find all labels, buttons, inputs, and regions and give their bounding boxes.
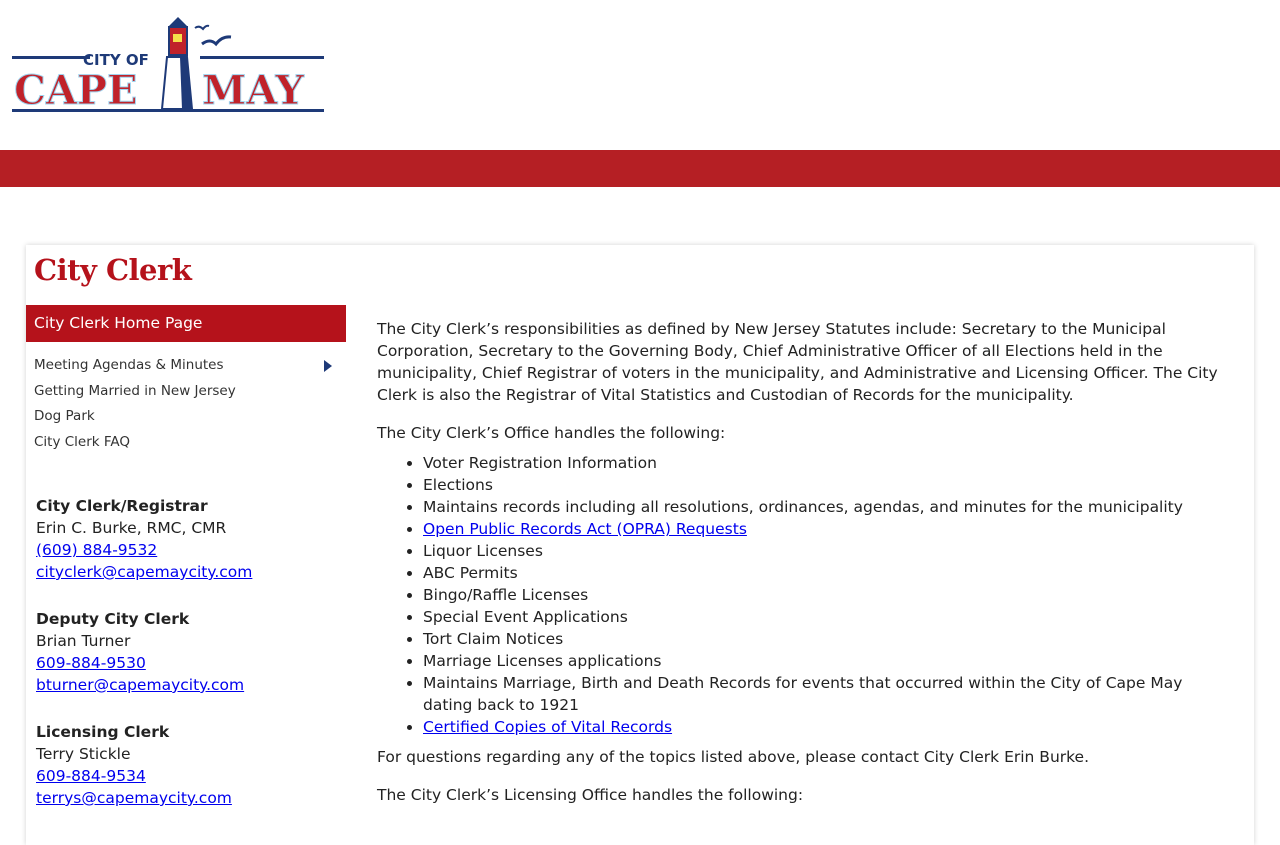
list-item: • Maintains records including all resolutions, ordinances, agendas, and minutes for the municipality [423,496,1222,518]
contact-city-clerk: City Clerk/Registrar Erin C. Burke, RMC, CMR (609) 884-9532 cityclerk@capemaycity.com [36,497,253,581]
handles-heading: The City Clerk’s Office handles the following: [377,424,726,442]
contact-licensing-clerk: Licensing Clerk Terry Stickle 609-884-9534 terrys@capemaycity.com [36,723,232,807]
sidebar-home-link[interactable]: City Clerk Home Page [26,305,346,342]
svg-text:MAY: MAY [202,67,304,114]
list-item: • Maintains Marriage, Birth and Death Records for events that occurred within the City of Cape May dating back to 1921 [423,672,1222,716]
list-item: • Elections [423,474,1222,496]
phone-link[interactable]: 609-884-9530 [36,654,146,672]
content-card [26,245,1254,845]
contact-deputy-clerk: Deputy City Clerk Brian Turner 609-884-9530 bturner@capemaycity.com [36,610,245,694]
email-link[interactable]: bturner@capemaycity.com [36,676,245,694]
list-link[interactable]: Certified Copies of Vital Records [423,718,673,736]
phone-link[interactable]: (609) 884-9532 [36,541,158,559]
list-item: • Voter Registration Information [423,452,1222,474]
sidebar [26,305,346,834]
svg-text:CAPE: CAPE [14,67,138,114]
email-link[interactable]: terrys@capemaycity.com [36,789,232,807]
duties-list [377,452,1222,738]
svg-text:CITY OF: CITY OF [83,51,149,69]
list-item: • Bingo/Raffle Licenses [423,584,1222,606]
list-item: • Liquor Licenses [423,540,1222,562]
sidebar-item-faq[interactable]: City Clerk FAQ [34,433,131,450]
list-item [423,716,1222,738]
list-item: • Special Event Applications [423,606,1222,628]
list-item [423,518,1222,540]
list-item: • ABC Permits [423,562,1222,584]
phone-link[interactable]: 609-884-9534 [36,767,146,785]
questions-paragraph: For questions regarding any of the topics listed above, please contact City Clerk Erin Burke. [377,748,1090,766]
caret-right-icon[interactable] [324,360,332,372]
intro-paragraph: The City Clerk’s responsibilities as defined by New Jersey Statutes include: Secretary to the Municipal Corporation, Secretary to the Governing Body, Chief Administrative Officer of all Elections held in the municipality, Chief Registrar of voters in the municipality, and Administrative and Licensing Officer. The City Clerk is also the Registrar of Vital Statistics and Custodian of Records for the municipality. [377,320,1218,404]
site-header [0,0,1280,150]
email-link[interactable]: cityclerk@capemaycity.com [36,563,253,581]
list-item: • Tort Claim Notices [423,628,1222,650]
main-content [377,318,1222,822]
city-of-cape-may-logo[interactable] [12,12,326,116]
contacts [26,495,346,809]
list-item: • Marriage Licenses applications [423,650,1222,672]
sidebar-item-meeting-agendas[interactable]: Meeting Agendas & Minutes [26,353,346,379]
list-link[interactable]: Open Public Records Act (OPRA) Requests [423,520,747,538]
nav-bar [0,150,1280,187]
sidebar-item-dog-park[interactable]: Dog Park [34,408,95,424]
sidebar-menu [26,353,346,455]
sidebar-item-getting-married[interactable]: Getting Married in New Jersey [34,382,236,399]
page-title: City Clerk [34,253,192,287]
licensing-heading: The City Clerk’s Licensing Office handles the following: [377,786,804,804]
